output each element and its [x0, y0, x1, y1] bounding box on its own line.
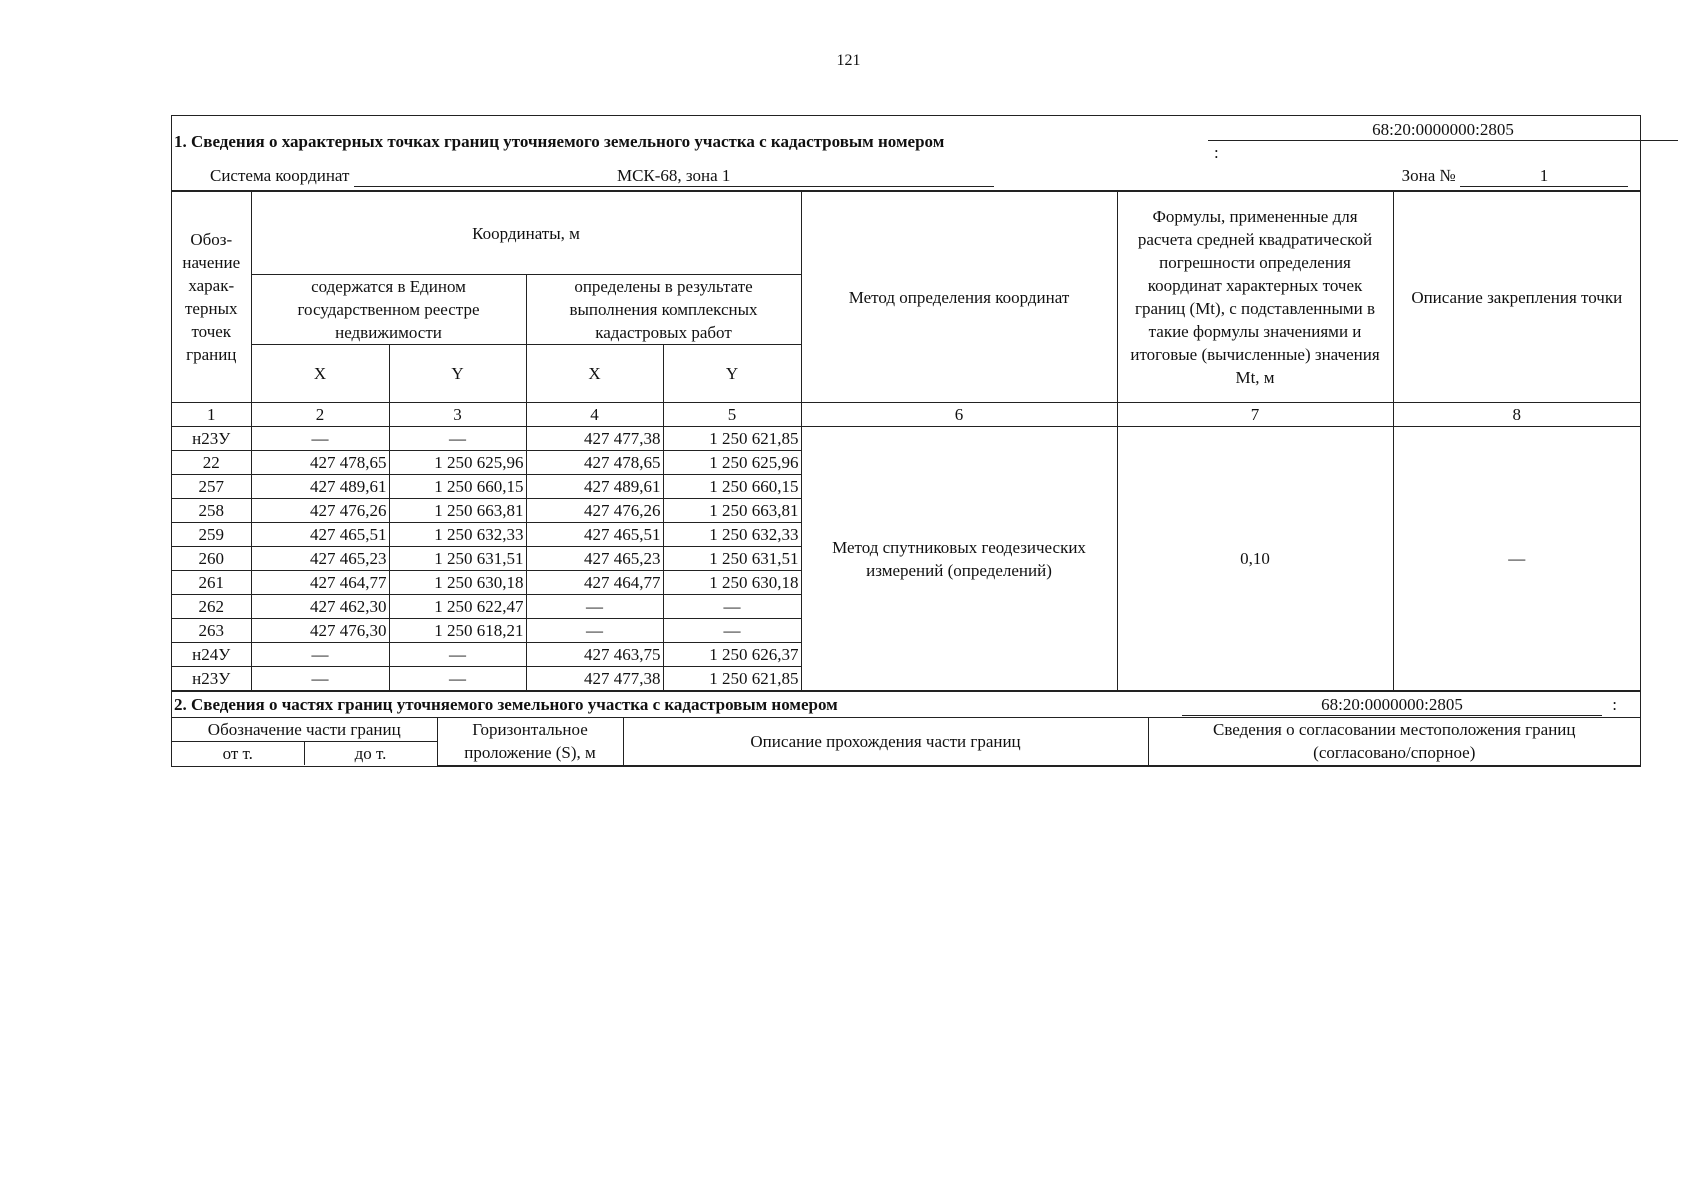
- cell-x2: 427 477,38: [526, 427, 663, 451]
- point-name: 258: [172, 499, 251, 523]
- cell-y1: —: [389, 667, 526, 691]
- cell-y2: 1 250 621,85: [663, 427, 801, 451]
- zone-label: Зона №: [1401, 166, 1456, 185]
- cadastral-form: [171, 115, 1641, 767]
- header-method: Метод определения координат: [801, 192, 1117, 403]
- cell-y1: 1 250 630,18: [389, 571, 526, 595]
- point-name: 259: [172, 523, 251, 547]
- header-coordinates: Координаты, м: [251, 192, 801, 275]
- point-name: н23У: [172, 427, 251, 451]
- col-number: 7: [1117, 403, 1393, 427]
- cell-y2: —: [663, 595, 801, 619]
- cell-x2: 427 477,38: [526, 667, 663, 691]
- points-table: [172, 191, 1640, 691]
- section2-heading: [172, 691, 1640, 718]
- col-number: 4: [526, 403, 663, 427]
- point-name: н23У: [172, 667, 251, 691]
- header-to: до т.: [304, 742, 437, 766]
- cell-x2: 427 478,65: [526, 451, 663, 475]
- point-name: 261: [172, 571, 251, 595]
- header-x1: X: [251, 345, 389, 403]
- cell-x2: 427 476,26: [526, 499, 663, 523]
- cell-y1: —: [389, 427, 526, 451]
- cell-y2: 1 250 660,15: [663, 475, 801, 499]
- cell-y2: —: [663, 619, 801, 643]
- cell-x2: —: [526, 619, 663, 643]
- cell-y1: 1 250 632,33: [389, 523, 526, 547]
- cell-y2: 1 250 626,37: [663, 643, 801, 667]
- cell-y2: 1 250 631,51: [663, 547, 801, 571]
- point-name: н24У: [172, 643, 251, 667]
- column-numbers-row: [172, 403, 1640, 427]
- section2-trailing-colon: :: [1612, 695, 1617, 714]
- header-y1: Y: [389, 345, 526, 403]
- cell-y1: —: [389, 643, 526, 667]
- section1-trailing-colon: :: [1214, 143, 1219, 162]
- point-name: 22: [172, 451, 251, 475]
- col-number: 6: [801, 403, 1117, 427]
- table-row: [172, 427, 1640, 451]
- header-fixing: Описание закрепления точки: [1393, 192, 1640, 403]
- cell-x2: —: [526, 595, 663, 619]
- cell-y2: 1 250 630,18: [663, 571, 801, 595]
- section2-title: 2. Сведения о частях границ уточняемого земельного участка с кадастровым номером: [174, 695, 838, 714]
- cell-y1: 1 250 663,81: [389, 499, 526, 523]
- col-number: 2: [251, 403, 389, 427]
- method-value: Метод спутниковых геодезических измерений (определений): [801, 427, 1117, 691]
- header-part: Обозначение части границ: [172, 718, 437, 742]
- header-complex: определены в результате выполнения комплексных кадастровых работ: [526, 275, 801, 345]
- cell-y1: 1 250 631,51: [389, 547, 526, 571]
- col-number: 3: [389, 403, 526, 427]
- section2-cadastral-number: 68:20:0000000:2805: [1182, 695, 1602, 716]
- cell-y1: 1 250 618,21: [389, 619, 526, 643]
- cell-x1: 427 465,51: [251, 523, 389, 547]
- cell-x1: 427 476,26: [251, 499, 389, 523]
- col-number: 8: [1393, 403, 1640, 427]
- section1-heading: [172, 116, 1640, 191]
- header-y2: Y: [663, 345, 801, 403]
- cell-y1: 1 250 660,15: [389, 475, 526, 499]
- cell-x1: —: [251, 427, 389, 451]
- cell-x1: —: [251, 643, 389, 667]
- header-description: Описание прохождения части границ: [623, 718, 1148, 765]
- coord-system-label: Система координат: [210, 166, 350, 185]
- cell-y1: 1 250 625,96: [389, 451, 526, 475]
- point-name: 263: [172, 619, 251, 643]
- header-egrn: содержатся в Едином государственном реестре недвижимости: [251, 275, 526, 345]
- cell-y2: 1 250 632,33: [663, 523, 801, 547]
- header-agreement: Сведения о согласовании местоположения границ (согласовано/спорное): [1148, 718, 1640, 765]
- coord-system-value: МСК-68, зона 1: [354, 166, 994, 187]
- header-horizontal: Горизонтальное проложение (S), м: [437, 718, 623, 765]
- cell-x1: 427 464,77: [251, 571, 389, 595]
- cell-x1: 427 476,30: [251, 619, 389, 643]
- section1-cadastral-number: 68:20:0000000:2805: [1208, 120, 1678, 141]
- cell-y2: 1 250 625,96: [663, 451, 801, 475]
- cell-x1: 427 478,65: [251, 451, 389, 475]
- cell-x1: 427 465,23: [251, 547, 389, 571]
- cell-y2: 1 250 621,85: [663, 667, 801, 691]
- cell-x2: 427 465,51: [526, 523, 663, 547]
- header-x2: X: [526, 345, 663, 403]
- mt-value: 0,10: [1117, 427, 1393, 691]
- point-name: 260: [172, 547, 251, 571]
- header-designation: Обоз- начение харак- терных точек границ: [172, 192, 251, 403]
- zone-value: 1: [1460, 166, 1628, 187]
- cell-y1: 1 250 622,47: [389, 595, 526, 619]
- cell-y2: 1 250 663,81: [663, 499, 801, 523]
- cell-x1: —: [251, 667, 389, 691]
- point-name: 257: [172, 475, 251, 499]
- fixing-value: —: [1393, 427, 1640, 691]
- col-number: 1: [172, 403, 251, 427]
- cell-x2: 427 463,75: [526, 643, 663, 667]
- cell-x2: 427 464,77: [526, 571, 663, 595]
- header-formulas: Формулы, примененные для расчета средней квадратической погрешности определения координат характерных точек границ (Mt), с подставленными в такие формулы значениями и итоговые (вычисленные) значения Mt, м: [1117, 192, 1393, 403]
- parts-table: [172, 718, 1640, 766]
- page-number: 121: [836, 52, 861, 69]
- cell-x2: 427 465,23: [526, 547, 663, 571]
- cell-x2: 427 489,61: [526, 475, 663, 499]
- cell-x1: 427 462,30: [251, 595, 389, 619]
- point-name: 262: [172, 595, 251, 619]
- section1-title: 1. Сведения о характерных точках границ уточняемого земельного участка с кадастровым номером: [174, 131, 945, 151]
- col-number: 5: [663, 403, 801, 427]
- cell-x1: 427 489,61: [251, 475, 389, 499]
- header-from: от т.: [172, 742, 304, 766]
